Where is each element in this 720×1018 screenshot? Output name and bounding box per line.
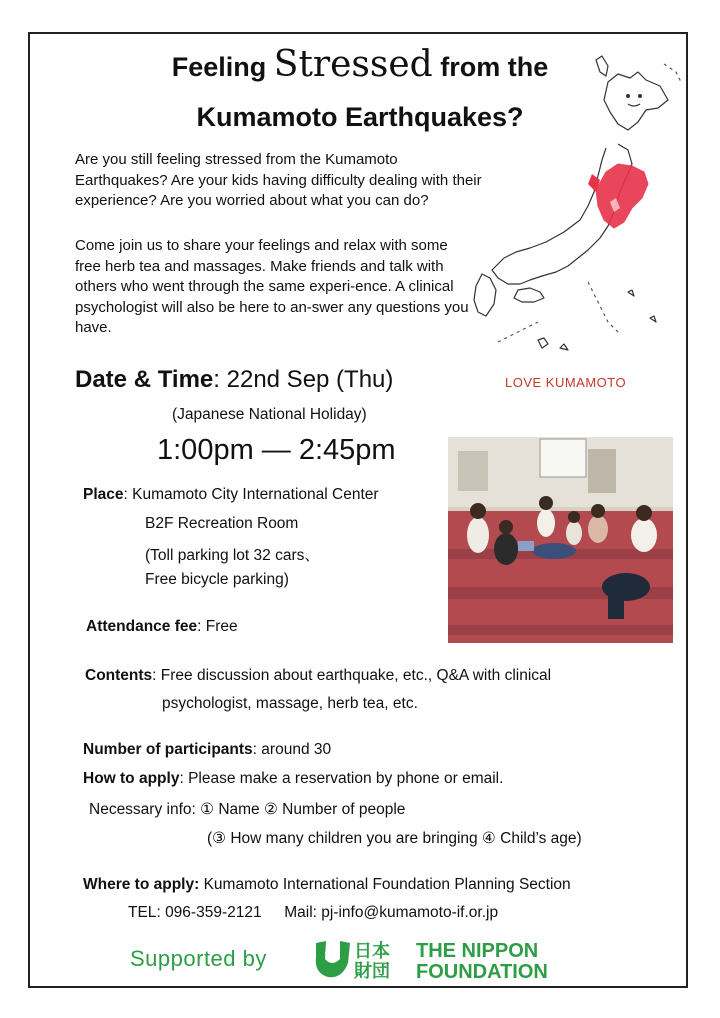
intro-paragraph-2: Come join us to share your feelings and relax with some free herb tea and massages. Make friends and talk with others who went through the same experi-ence. A clinical psychologist will also be here to an-swer any questions you have. (75, 237, 469, 336)
japan-map-icon (468, 52, 690, 352)
flyer-title-line2: Kumamoto Earthquakes? (196, 102, 524, 132)
date-value: 22nd Sep (Thu) (226, 366, 394, 393)
title-word-feeling: Feeling (171, 52, 267, 82)
where-to-apply-value: Kumamoto International Foundation Planning Section (203, 876, 571, 893)
place-line3: (Toll parking lot 32 cars、 (145, 547, 320, 564)
where-to-apply-row (83, 876, 571, 894)
tel-value: 096-359-2121 (165, 904, 262, 921)
date-time-row: Date & Time: 22nd Sep (Thu) (75, 366, 394, 393)
how-to-apply-value: Please make a reservation by phone or email. (188, 770, 504, 787)
attendance-fee-row: Attendance fee: Free (86, 618, 238, 635)
contents-line1: Free discussion about earthquake, etc., Q&A with clinical (160, 667, 552, 684)
title-word-stressed: Stressed (273, 44, 433, 85)
participants-label: Number of participants (83, 741, 253, 758)
foundation-en-line2: FOUNDATION (416, 961, 548, 981)
contents-line2: psychologist, massage, herb tea, etc. (162, 695, 418, 712)
place-label: Place (83, 486, 124, 503)
necessary-info-line2: (③ How many children you are bringing ④ Child’s age) (207, 830, 582, 847)
foundation-jp-line2: 財団 (354, 961, 390, 981)
foundation-jp-line1: 日本 (354, 941, 390, 962)
place-line4: Free bicycle parking) (145, 571, 289, 588)
participants-row: Number of participants: around 30 (83, 741, 332, 758)
how-to-apply-row: How to apply: Please make a reservation by phone or email. (83, 770, 504, 787)
contact-row: TEL: 096-359-2121 Mail: pj-info@kumamoto-if.or.jp (128, 904, 499, 921)
tel-label: TEL (128, 904, 157, 921)
holiday-note: (Japanese National Holiday) (172, 406, 367, 423)
foundation-en-line1: THE NIPPON (416, 940, 539, 962)
nippon-foundation-logo (312, 937, 577, 981)
intro-paragraph-1: Are you still feeling stressed from the Kumamoto Earthquakes? Are your kids having difficulty dealing with their experience? Are you worried about what you can do? (75, 151, 482, 209)
contents-row: Contents: Free discussion about earthquake, etc., Q&A with clinical (85, 667, 552, 684)
attendance-fee-value: Free (205, 618, 238, 635)
mail-value: pj-info@kumamoto-if.or.jp (321, 904, 499, 921)
massage-session-photo (448, 437, 673, 643)
date-time-label: Date & Time (75, 366, 214, 393)
title-word-from-the: from the (440, 52, 549, 82)
place-line1: Kumamoto City International Center (132, 486, 379, 503)
how-to-apply-label: How to apply (83, 770, 180, 787)
event-time: 1:00pm — 2:45pm (157, 434, 396, 466)
where-to-apply-label: Where to apply: (83, 876, 200, 893)
place-row: Place: Kumamoto City International Center (83, 486, 379, 503)
nippon-foundation-mark-icon (316, 941, 350, 977)
supported-by-text: Supported by (130, 946, 267, 971)
contents-label: Contents (85, 667, 153, 684)
necessary-info-line1: Necessary info: ① Name ② Number of people (89, 801, 406, 818)
mail-label: Mail (284, 904, 313, 921)
participants-value: around 30 (261, 741, 332, 758)
love-kumamoto-label: LOVE KUMAMOTO (505, 375, 627, 390)
place-line2: B2F Recreation Room (145, 515, 299, 532)
attendance-fee-label: Attendance fee (86, 618, 198, 635)
